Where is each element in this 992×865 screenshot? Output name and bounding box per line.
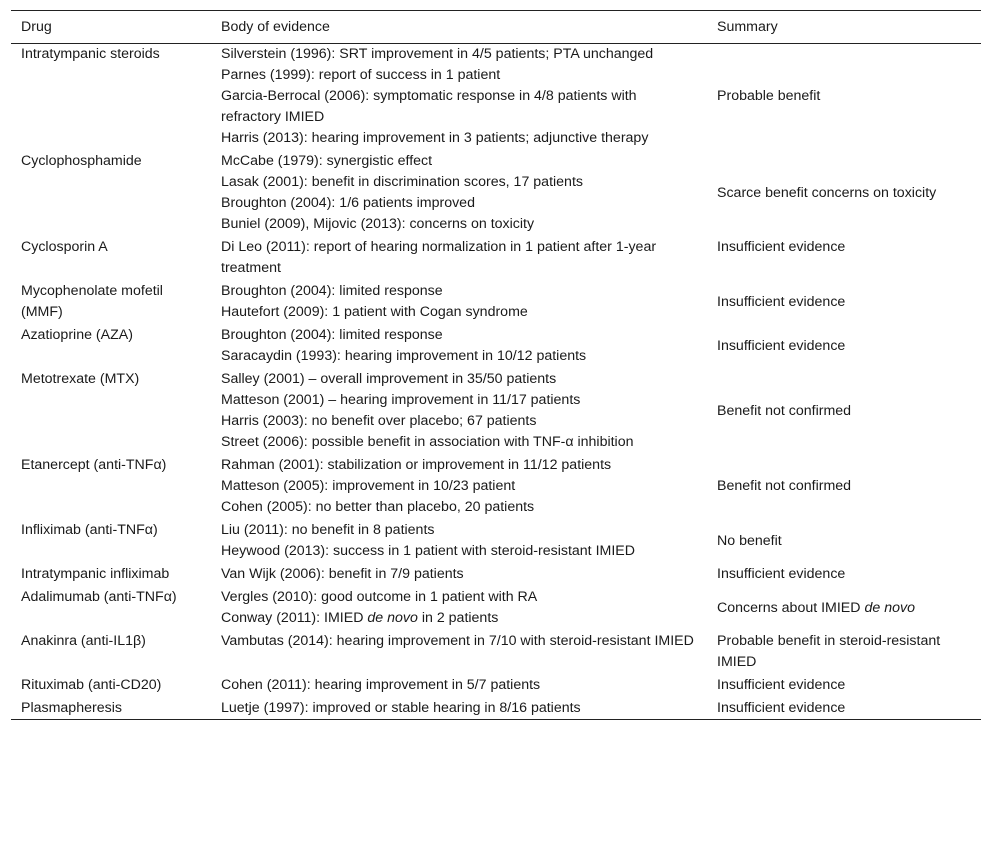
evidence-line: Di Leo (2011): report of hearing normalization in 1 patient after 1-year treatment <box>221 239 657 276</box>
evidence-line: Matteson (2001) – hearing improvement in 11/17 patients <box>221 392 581 408</box>
summary-cell: Scarce benefit concerns on toxicity <box>717 184 937 201</box>
evidence-line: Parnes (1999): report of success in 1 patient <box>221 67 501 83</box>
drug-cell: Plasmapheresis <box>21 700 122 716</box>
evidence-cell <box>211 629 707 673</box>
evidence-line: Cohen (2005): no better than placebo, 20 patients <box>221 499 535 515</box>
evidence-line: Luetje (1997): improved or stable hearing in 8/16 patients <box>221 700 581 716</box>
evidence-line: Van Wijk (2006): benefit in 7/9 patients <box>221 566 464 582</box>
summary-cell: Insufficient evidence <box>717 293 846 310</box>
summary-cell: Benefit not confirmed <box>717 402 852 419</box>
summary-cell: Insufficient evidence <box>717 239 846 255</box>
evidence-cell <box>211 323 707 367</box>
evidence-table <box>11 10 981 720</box>
evidence-cell <box>211 453 707 518</box>
drug-cell: Etanercept (anti-TNFα) <box>21 457 167 473</box>
drug-cell: Intratympanic steroids <box>21 46 160 62</box>
summary-cell: Insufficient evidence <box>717 566 846 582</box>
drug-cell: Infliximab (anti-TNFα) <box>21 522 158 538</box>
drug-cell: Adalimumab (anti-TNFα) <box>21 589 177 605</box>
drug-cell: Cyclosporin A <box>21 239 108 255</box>
evidence-cell <box>211 44 707 150</box>
summary-cell: Probable benefit in steroid-resistant IMIED <box>717 633 941 670</box>
evidence-line: Conway (2011): IMIED de novo in 2 patients <box>221 610 499 626</box>
evidence-line: Hautefort (2009): 1 patient with Cogan syndrome <box>221 304 528 320</box>
evidence-cell <box>211 367 707 453</box>
table-row <box>11 44 981 150</box>
evidence-cell <box>211 235 707 279</box>
evidence-line: Broughton (2004): 1/6 patients improved <box>221 195 475 211</box>
summary-cell: Benefit not confirmed <box>717 478 852 494</box>
evidence-cell <box>211 585 707 629</box>
evidence-line: Vergles (2010): good outcome in 1 patient with RA <box>221 589 538 605</box>
evidence-line: Salley (2001) – overall improvement in 35/50 patients <box>221 371 557 387</box>
evidence-line: Garcia-Berrocal (2006): symptomatic response in 4/8 patients with refractory IMIED <box>221 88 637 125</box>
evidence-line: Cohen (2011): hearing improvement in 5/7 patients <box>221 677 541 693</box>
table-row <box>11 235 981 279</box>
table-row <box>11 279 981 323</box>
evidence-line: Harris (2003): no benefit over placebo; 67 patients <box>221 413 537 429</box>
table-row <box>11 585 981 629</box>
table-row <box>11 518 981 562</box>
drug-cell: Intratympanic infliximab <box>21 566 170 582</box>
drug-cell: Metotrexate (MTX) <box>21 371 140 387</box>
drug-cell: Anakinra (anti-IL1β) <box>21 633 146 649</box>
header-drug: Drug <box>21 18 52 35</box>
evidence-line: Heywood (2013): success in 1 patient with steroid-resistant IMIED <box>221 543 635 559</box>
table-row <box>11 629 981 673</box>
table-header-row <box>11 11 981 44</box>
drug-cell: Mycophenolate mofetil (MMF) <box>21 283 163 320</box>
evidence-line: Matteson (2005): improvement in 10/23 patient <box>221 478 516 494</box>
evidence-line: Harris (2013): hearing improvement in 3 patients; adjunctive therapy <box>221 130 649 146</box>
table-row <box>11 367 981 453</box>
evidence-line: Broughton (2004): limited response <box>221 327 443 343</box>
evidence-line: Liu (2011): no benefit in 8 patients <box>221 522 435 538</box>
drug-cell: Cyclophosphamide <box>21 153 142 169</box>
table-row <box>11 562 981 585</box>
summary-cell: Insufficient evidence <box>717 677 846 693</box>
drug-cell: Azatioprine (AZA) <box>21 327 133 343</box>
summary-cell: Insufficient evidence <box>717 700 846 716</box>
drug-cell: Rituximab (anti-CD20) <box>21 677 162 693</box>
evidence-line: Vambutas (2014): hearing improvement in 7/10 with steroid-resistant IMIED <box>221 633 694 649</box>
header-evidence: Body of evidence <box>221 18 330 35</box>
summary-cell: No benefit <box>717 532 782 549</box>
table-row <box>11 323 981 367</box>
table-row <box>11 673 981 696</box>
evidence-cell <box>211 518 707 562</box>
evidence-cell <box>211 149 707 235</box>
evidence-line: Lasak (2001): benefit in discrimination scores, 17 patients <box>221 174 583 190</box>
summary-cell: Concerns about IMIED de novo <box>717 599 915 616</box>
evidence-line: Buniel (2009), Mijovic (2013): concerns on toxicity <box>221 216 535 232</box>
evidence-line: Rahman (2001): stabilization or improvement in 11/12 patients <box>221 457 612 473</box>
evidence-cell <box>211 673 707 696</box>
evidence-line: Silverstein (1996): SRT improvement in 4/5 patients; PTA unchanged <box>221 46 654 62</box>
table-row <box>11 149 981 235</box>
summary-cell: Probable benefit <box>717 88 821 104</box>
evidence-line: Saracaydin (1993): hearing improvement in 10/12 patients <box>221 348 587 364</box>
evidence-table-container <box>11 10 981 720</box>
evidence-cell <box>211 562 707 585</box>
summary-cell: Insufficient evidence <box>717 337 846 354</box>
evidence-cell <box>211 696 707 720</box>
evidence-line: McCabe (1979): synergistic effect <box>221 153 433 169</box>
header-summary: Summary <box>717 18 778 35</box>
evidence-line: Broughton (2004): limited response <box>221 283 443 299</box>
evidence-line: Street (2006): possible benefit in association with TNF-α inhibition <box>221 434 634 450</box>
table-row <box>11 453 981 518</box>
evidence-cell <box>211 279 707 323</box>
table-row <box>11 696 981 720</box>
